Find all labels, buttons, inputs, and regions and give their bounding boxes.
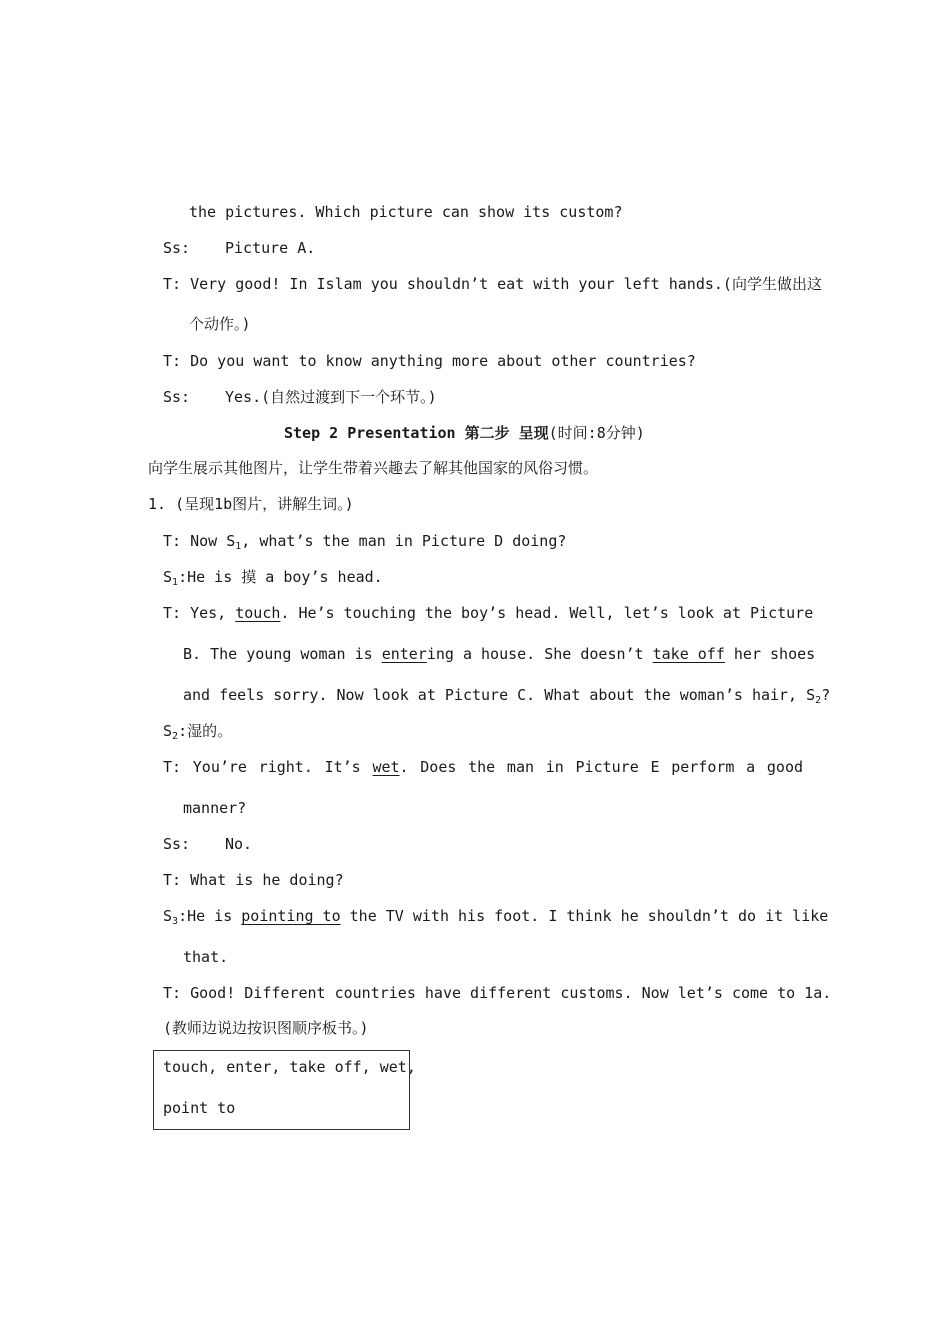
- blackboard-box: [153, 1050, 416, 1130]
- dialogue-line: T: Good! Different countries have different customs. Now let’s come to 1a.: [163, 984, 832, 1002]
- vocab-word: take off: [652, 645, 725, 663]
- dialogue-line: [163, 907, 829, 927]
- step-time: (时间:8分钟): [548, 424, 645, 442]
- text-run: and feels sorry. Now look at Picture C. What about the woman’s hair, S: [183, 686, 816, 704]
- dialogue-line: that.: [183, 948, 229, 966]
- text-run: T: Yes,: [163, 604, 236, 622]
- vocab-word: touch: [235, 604, 281, 622]
- subscript: 1: [235, 541, 242, 552]
- dialogue-line: [183, 686, 830, 704]
- dialogue-line: T: What is he doing?: [163, 871, 344, 889]
- text-run: her shoes: [724, 645, 816, 663]
- vocab-word: enter: [381, 645, 427, 663]
- board-line: touch, enter, take off, wet,: [163, 1058, 416, 1076]
- dialogue-line: [163, 722, 232, 740]
- dialogue-line: T: Do you want to know anything more about other countries?: [163, 352, 696, 370]
- speaker-label: Ss:: [163, 388, 191, 406]
- dialogue-line: [183, 645, 816, 663]
- step-title: Step 2 Presentation 第二步 呈现: [284, 424, 549, 442]
- dialogue-line: Yes.(自然过渡到下一个环节。): [225, 388, 437, 406]
- text-run: S: [163, 568, 173, 586]
- vocab-word: wet: [372, 758, 400, 776]
- vocab-word: pointing to: [241, 907, 341, 925]
- subscript: 3: [172, 916, 179, 927]
- dialogue-line: 个动作。): [189, 315, 251, 333]
- text-run: . He’s touching the boy’s head. Well, let’s look at Picture: [280, 604, 814, 622]
- dialogue-line: T: Very good! In Islam you shouldn’t eat with your left hands.(向学生做出这: [163, 275, 822, 293]
- text-run: S: [163, 907, 173, 925]
- text-run: :He is: [178, 907, 242, 925]
- dialogue-line: the pictures. Which picture can show its custom?: [189, 203, 623, 221]
- dialogue-line: manner?: [183, 799, 247, 817]
- text-run: :湿的。: [178, 722, 233, 740]
- subscript: 1: [172, 577, 179, 588]
- dialogue-line: Picture A.: [225, 239, 316, 257]
- list-item: 1. (呈现1b图片，讲解生词。): [148, 495, 354, 513]
- dialogue-line: [163, 758, 803, 776]
- board-line: point to: [163, 1099, 236, 1117]
- text-run: ?: [821, 686, 831, 704]
- text-run: ing a house. She doesn’t: [426, 645, 653, 663]
- text-run: T: You’re right. It’s: [163, 758, 373, 776]
- speaker-label: Ss:: [163, 835, 191, 853]
- text-run: . Does the man in Picture E perform a good: [399, 758, 803, 776]
- dialogue-line: [163, 568, 383, 586]
- subscript: 2: [172, 731, 179, 742]
- text-run: T: Now S: [163, 532, 236, 550]
- teacher-note: (教师边说边按识图顺序板书。): [163, 1019, 369, 1037]
- dialogue-line: [163, 532, 566, 550]
- speaker-label: Ss:: [163, 239, 191, 257]
- text-run: , what’s the man in Picture D doing?: [241, 532, 567, 550]
- text-run: :He is 摸 a boy’s head.: [178, 568, 383, 586]
- text-run: the TV with his foot. I think he shouldn’t do it like: [340, 907, 829, 925]
- intro-text: 向学生展示其他图片，让学生带着兴趣去了解其他国家的风俗习惯。: [148, 459, 599, 477]
- dialogue-line: [163, 604, 814, 622]
- subscript: 2: [815, 695, 822, 706]
- dialogue-line: No.: [225, 835, 253, 853]
- text-run: S: [163, 722, 173, 740]
- section-heading: [284, 424, 645, 442]
- text-run: B. The young woman is: [183, 645, 382, 663]
